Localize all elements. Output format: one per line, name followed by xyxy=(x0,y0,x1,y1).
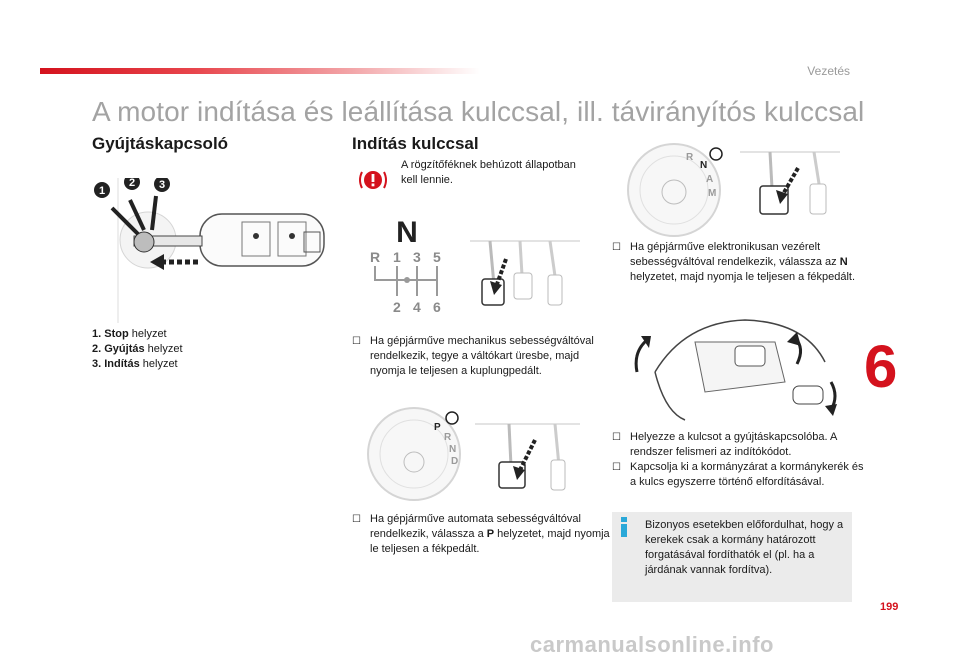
manual-gearbox-text: Ha gépjárműve mechanikus sebességváltóval rendelkezik, tegye a váltókart üresbe, majd nyomja le teljesen a kuplungpedált. xyxy=(370,335,594,377)
checkbox-bullet-icon: ☐ xyxy=(612,462,621,473)
gear-label: A xyxy=(706,174,714,185)
chapter-number: 6 xyxy=(864,333,898,400)
info-text: Bizonyos esetekben előfordulhat, hogy a kerekek csak a kormány határozott forgatásával fordíthatók el (pl. ha a járdának vannak fordítva). xyxy=(645,519,844,576)
list-item: 2. Gyújtás helyzet xyxy=(92,343,183,355)
gear-label: M xyxy=(708,188,717,199)
electronic-gearbox-text-end: helyzetet, majd nyomja le teljesen a fékpedált. xyxy=(630,271,856,283)
automatic-pedals-illustration xyxy=(475,420,580,500)
watermark: carmanualsonline.info xyxy=(530,632,774,657)
callout-3-label: 3 xyxy=(158,179,166,191)
section-label: Vezetés xyxy=(807,64,850,78)
page-number: 199 xyxy=(880,601,899,613)
gear-label: 4 xyxy=(413,299,421,315)
gear-neutral-label: N xyxy=(396,216,418,249)
automatic-gearbox-text: Ha gépjárműve automata sebességváltóval rendelkezik, válassza a xyxy=(370,513,581,540)
steering-lock-bullet xyxy=(612,460,870,490)
checkbox-bullet-icon: ☐ xyxy=(352,514,361,525)
automatic-gearbox-bullet xyxy=(352,512,620,557)
checkbox-bullet-icon: ☐ xyxy=(352,336,361,347)
gear-label: D xyxy=(451,456,459,467)
insert-key-text: Helyezze a kulcsot a gyújtáskapcsolóba. A rendszer felismeri az indítókódot. xyxy=(630,431,837,458)
insert-key-bullet xyxy=(612,430,870,460)
info-icon xyxy=(616,516,632,538)
page-title: A motor indítása és leállítása kulccsal, ill. távirányítós kulccsal xyxy=(92,96,865,127)
list-item: 3. Indítás helyzet xyxy=(92,358,178,370)
header-accent-bar xyxy=(40,68,480,74)
gear-p-bold: P xyxy=(486,528,495,540)
warning-icon xyxy=(358,168,388,192)
callout-markers xyxy=(94,178,184,202)
gear-label: R xyxy=(686,152,694,163)
gear-label: R xyxy=(444,432,452,443)
position-list xyxy=(92,327,183,372)
checkbox-bullet-icon: ☐ xyxy=(612,432,621,443)
manual-pedals-illustration xyxy=(470,235,580,315)
electronic-gearbox-text: Ha gépjárműve elektronikusan vezérelt sebességváltóval rendelkezik, válassza az xyxy=(630,241,840,268)
steering-lock-text: Kapcsolja ki a kormányzárat a kormánykerék és a kulcs egyszerre történő elfordításával. xyxy=(630,461,864,488)
callout-1-label: 1 xyxy=(98,185,106,197)
checkbox-bullet-icon: ☐ xyxy=(612,242,621,253)
callout-2-label: 2 xyxy=(128,178,136,189)
automatic-gear-selector xyxy=(364,404,464,504)
automatic-gearbox-text-end: helyzetet, majd nyomja le teljesen a fékpedált. xyxy=(370,528,610,555)
warning-text: A rögzítőféknek behúzott állapotban kell lennie. xyxy=(401,159,576,186)
steering-wheel-illustration xyxy=(625,312,850,422)
gear-label: 6 xyxy=(433,299,441,315)
list-item: 1. Stop helyzet xyxy=(92,328,167,340)
gear-label: P xyxy=(434,422,441,433)
gear-label: 1 xyxy=(393,249,401,265)
gear-label: N xyxy=(700,160,708,171)
electronic-gear-selector xyxy=(624,140,724,240)
electronic-gearbox-bullet xyxy=(612,240,870,285)
heading-start-with-key: Indítás kulccsal xyxy=(352,134,479,153)
gear-label: 2 xyxy=(393,299,401,315)
electronic-pedals-illustration xyxy=(740,148,840,228)
gear-label: 5 xyxy=(433,249,441,265)
gear-label: N xyxy=(449,444,457,455)
heading-ignition-switch: Gyújtáskapcsoló xyxy=(92,134,229,153)
gear-n-bold: N xyxy=(839,256,848,268)
manual-gearbox-bullet xyxy=(352,334,610,379)
manual-gear-diagram xyxy=(362,214,472,324)
gear-label: R xyxy=(370,249,381,265)
gear-label: 3 xyxy=(413,249,421,265)
